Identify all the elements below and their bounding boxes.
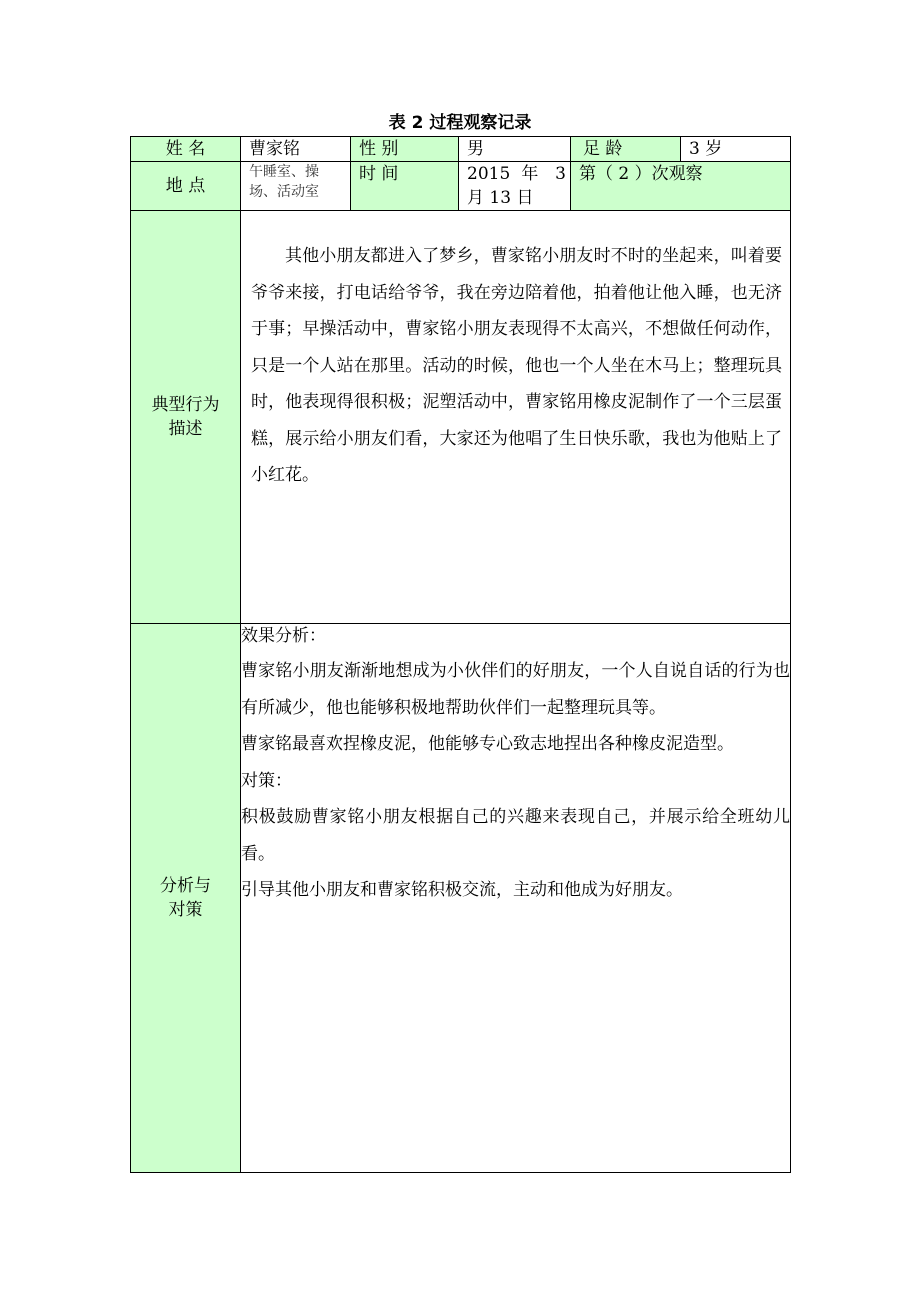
- table-row-analysis: [131, 624, 791, 1173]
- behavior-description: 其他小朋友都进入了梦乡，曹家铭小朋友时不时的坐起来，叫着要爷爷来接，打电话给爷爷，我在旁边陪着他，拍着他让他入睡，也无济于事；早操活动中，曹家铭小朋友表现得不太高兴，不想做任何动作，只是一个人站在那里。活动的时候，他也一个人坐在木马上；整理玩具时，他表现得很积极；泥塑活动中，曹家铭用橡皮泥制作了一个三层蛋糕，展示给小朋友们看，大家还为他唱了生日快乐歌，我也为他贴上了小红花。: [251, 246, 782, 485]
- effect-paragraph-1: 曹家铭小朋友渐渐地想成为小伙伴们的好朋友，一个人自说自话的行为也有所减少，他也能够积极地帮助伙伴们一起整理玩具等。: [241, 661, 790, 718]
- document-title: 表 2 过程观察记录: [388, 113, 532, 133]
- observation-count: 第（ 2 ）次观察: [571, 162, 791, 211]
- analysis-label-line1: 分析与: [160, 876, 211, 896]
- table-row-place-time: [131, 162, 791, 211]
- analysis-label: [131, 624, 241, 1173]
- place-value: 午睡室、操场、活动室: [241, 162, 351, 211]
- effect-paragraph-2: 曹家铭最喜欢捏橡皮泥，他能够专心致志地捏出各种橡皮泥造型。: [241, 734, 734, 754]
- gender-value: 男: [459, 137, 571, 162]
- time-label: 时 间: [351, 162, 459, 211]
- name-label: 姓 名: [131, 137, 241, 162]
- observation-record-table: [130, 136, 791, 1173]
- time-value: 2015 年 3 月 13 日: [459, 162, 571, 211]
- name-value: 曹家铭: [241, 137, 351, 162]
- behavior-label-line1: 典型行为: [151, 395, 220, 415]
- behavior-description-cell: [241, 211, 791, 624]
- behavior-label-line2: 描述: [168, 419, 203, 439]
- gender-label: 性 别: [351, 137, 459, 162]
- strategy-paragraph-1: 积极鼓励曹家铭小朋友根据自己的兴趣来表现自己，并展示给全班幼儿看。: [241, 807, 790, 864]
- table-row-basic-info: [131, 137, 791, 162]
- strategy-paragraph-2: 引导其他小朋友和曹家铭积极交流，主动和他成为好朋友。: [241, 880, 683, 900]
- age-label: 足 龄: [571, 137, 681, 162]
- analysis-label-line2: 对策: [168, 900, 203, 920]
- table-row-behavior: [131, 211, 791, 624]
- effect-heading: 效果分析：: [241, 626, 326, 646]
- behavior-label: [131, 211, 241, 624]
- place-label: 地 点: [131, 162, 241, 211]
- age-value: 3 岁: [681, 137, 791, 162]
- strategy-heading: 对策：: [241, 770, 292, 791]
- analysis-content-cell: [241, 624, 791, 1173]
